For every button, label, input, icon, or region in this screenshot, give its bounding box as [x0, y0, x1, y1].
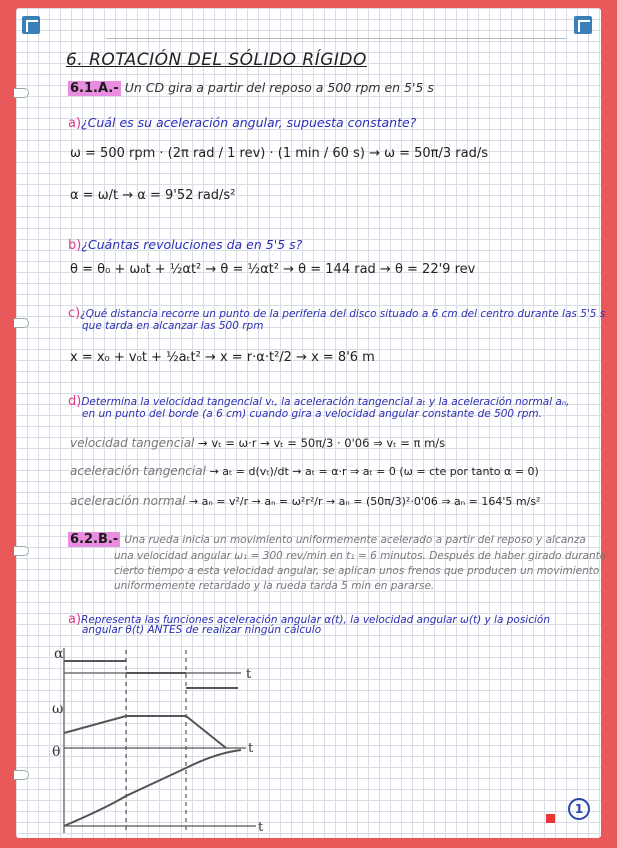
answer-d-line1: [70, 436, 445, 450]
problem2-statement-line0: Una rueda inicia un movimiento uniformemente acelerado a partir del reposo y alcanza: [124, 534, 586, 546]
theta-axis-label: θ: [52, 744, 61, 760]
answer-d-line3-text: → aₙ = v²/r → aₙ = ω²r²/r → aₙ = (50π/3)²·0'06 ⇒ aₙ = 164'5 m/s²: [188, 495, 541, 508]
binder-ring-icon: [14, 318, 29, 328]
question-c: [68, 302, 605, 321]
answer-c-line1: x = x₀ + v₀t + ½aₜt² → x = r·α·t²/2 → x = 8'6 m: [70, 350, 375, 365]
answer-a-line2: α = ω/t → α = 9'52 rad/s²: [70, 188, 236, 203]
omega-axis-label: ω: [52, 701, 64, 717]
question-d-text: Determina la velocidad tangencial vₜ, la aceleración tangencial aₜ y la aceleración normal aₙ,: [81, 396, 570, 408]
answer-d-line3-label: aceleración normal: [70, 494, 186, 508]
question-2a-label: a): [68, 612, 82, 627]
header-strip: [106, 24, 566, 39]
problem2-statement-line2: cierto tiempo a esta velocidad angular, se aplican unos frenos que producen un movimiento: [114, 565, 600, 577]
answer-d-line3: [70, 494, 540, 508]
answer-d-line2-label: aceleración tangencial: [70, 464, 206, 478]
question-2a-text2: angular θ(t) ANTES de realizar ningún cálculo: [82, 624, 322, 636]
problem1-id: 6.1.A.-: [70, 81, 119, 96]
question-a: [68, 112, 416, 131]
question-a-text: ¿Cuál es su aceleración angular, supuesta constante?: [81, 115, 417, 130]
answer-d-line1-label: velocidad tangencial: [70, 436, 195, 450]
section-title: 6. ROTACIÓN DEL SÓLIDO RÍGIDO: [66, 50, 367, 70]
question-d-text2: en un punto del borde (a 6 cm) cuando gira a velocidad angular constante de 500 rpm.: [82, 408, 542, 420]
motion-graphs: [16, 638, 601, 848]
problem2-header: [68, 532, 586, 547]
page-number: 1: [568, 798, 590, 820]
question-a-label: a): [68, 116, 82, 131]
corner-red-mark-icon: [546, 814, 555, 823]
answer-a-line1: ω = 500 rpm · (2π rad / 1 rev) · (1 min / 60 s) → ω = 50π/3 rad/s: [70, 146, 488, 161]
corner-mark-right-icon: [574, 16, 592, 34]
t-axis-label-theta: t: [258, 820, 264, 835]
question-d: [68, 390, 569, 409]
corner-mark-left-icon: [22, 16, 40, 34]
binder-ring-icon: [14, 546, 29, 556]
t-axis-label-omega: t: [248, 741, 254, 756]
problem1-statement: Un CD gira a partir del reposo a 500 rpm en 5'5 s: [124, 80, 434, 95]
question-b-text: ¿Cuántas revoluciones da en 5'5 s?: [81, 237, 303, 252]
question-b-label: b): [68, 238, 82, 253]
question-c-label: c): [68, 306, 81, 321]
t-axis-label-alpha: t: [246, 667, 252, 682]
question-b: [68, 234, 302, 253]
theta-curve: [64, 750, 241, 826]
answer-b-line1: θ = θ₀ + ω₀t + ½αt² → θ = ½αt² → θ = 144 rad → θ = 22'9 rev: [70, 262, 476, 277]
answer-d-line2-text: → aₜ = d(vₜ)/dt → aₜ = α·r ⇒ aₜ = 0 (ω = cte por tanto α = 0): [209, 465, 539, 478]
alpha-axis-label: α: [54, 646, 64, 662]
omega-curve: [64, 716, 226, 748]
answer-d-line1-text: → vₜ = ω·r → vₜ = 50π/3 · 0'06 ⇒ vₜ = π m/s: [198, 436, 446, 450]
binder-ring-icon: [14, 88, 29, 98]
problem2-id: 6.2.B.-: [70, 532, 119, 547]
question-c-text2: que tarda en alcanzar las 500 rpm: [82, 320, 264, 332]
answer-d-line2: [70, 464, 539, 478]
question-d-label: d): [68, 394, 82, 409]
problem2-statement-line3: uniformemente retardado y la rueda tarda 5 min en pararse.: [114, 580, 435, 592]
problem1-header: [68, 80, 434, 96]
question-2a-text: Representa las funciones aceleración angular α(t), la velocidad angular ω(t) y la posición: [81, 614, 550, 626]
problem2-statement-line1: una velocidad angular ω₁ = 300 rev/min en t₁ = 6 minutos. Después de haber girado durante: [114, 550, 607, 562]
question-c-text: ¿Qué distancia recorre un punto de la periferia del disco situado a 6 cm del centro durante las 5'5 s: [80, 308, 606, 320]
notebook-page: [16, 8, 607, 838]
